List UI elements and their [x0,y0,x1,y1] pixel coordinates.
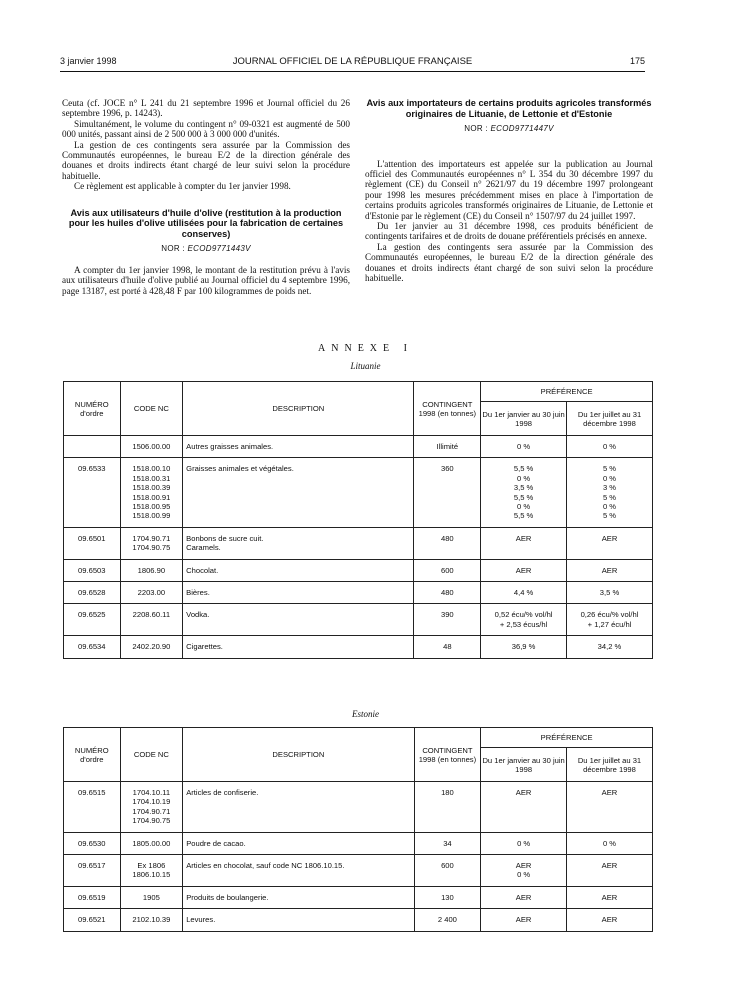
row-code-nc-line: 1704.10.19 [132,797,171,807]
row-description-line: Caramels. [186,543,221,553]
row-pref-1-line: 0 % [517,442,531,451]
row-description [183,582,414,604]
row-pref-1-line: AER [515,915,532,925]
row-contingent: 390 [414,604,481,636]
estonie-table [63,727,653,932]
table-row [64,636,653,658]
row-pref-2 [567,636,653,658]
row-pref-2-line: 5 % [602,464,617,474]
table-row [64,436,653,458]
row-pref-1 [481,886,567,908]
row-code-nc-line: 1806.10.15 [132,870,171,880]
row-pref-1 [481,909,567,931]
row-pref-2 [567,604,653,636]
row-description [183,604,414,636]
table-row [64,782,653,833]
row-pref-1 [481,527,567,559]
table-row [64,458,653,527]
importers-notice-title: Avis aux importateurs de certains produits agricoles transformés originaires de Lituanie, de Lettonie et d'Estonie [366,98,652,119]
row-pref-2 [567,436,653,458]
right-column [365,98,653,283]
row-code-nc-line: 1506.00.00 [132,442,171,451]
row-contingent: 130 [414,886,481,908]
row-pref-2 [566,886,652,908]
row-code-nc [120,855,183,887]
row-pref-1-line: 0 % [517,838,531,848]
row-pref-1-line: AER [515,861,532,871]
header-rule [60,71,645,72]
row-code-nc [120,909,183,931]
row-pref-1-line: AER [515,565,532,575]
row-contingent: 600 [414,855,481,887]
row-pref-2-line: 3,5 % [599,588,620,598]
row-numero: 09.6521 [64,909,121,931]
table-row [64,909,653,931]
row-code-nc [120,527,183,559]
row-pref-1 [481,855,567,887]
row-pref-1 [481,832,567,854]
row-pref-1-line: 0 % [517,870,531,880]
row-pref-2-line: AER [601,915,618,925]
row-description [183,782,414,833]
header-page-number: 175 [629,56,645,66]
row-description [183,909,414,931]
row-pref-2 [566,909,652,931]
row-pref-1 [481,636,567,658]
row-pref-2-line: 0 % [602,502,617,512]
row-pref-2-line: + 1,27 écu/hl [587,619,632,629]
row-numero: 09.6534 [64,636,121,658]
row-description-line: Poudre de cacao. [186,838,246,848]
row-numero: 09.6515 [64,782,121,833]
right-para-1: L'attention des importateurs est appelée sur la publication au Journal officiel des Communautés européennes n° L 354 du 30 décembre 1997 du règlement (CE) du Conseil n° 2621/97 du 19 décembre 1997 prolongeant pour 1998 les mesures précédemment mises en place à l'importation de certains produits agricoles transformés originaires de Lituanie, de Lettonie et d'Estonie par le règlement (CE) du Conseil n° 1507/97 du 24 juillet 1997. [365,158,653,221]
row-description-line: Levures. [186,915,216,925]
col-pref-1: Du 1er janvier au 30 juin 1998 [481,402,567,436]
row-code-nc-line: 2208.60.11 [132,610,171,620]
row-code-nc [120,636,183,658]
row-pref-1-line: 4,4 % [513,588,534,598]
col-contingent: CONTINGENT 1998 (en tonnes) [414,728,481,782]
row-contingent: Illimité [414,436,481,458]
row-description [183,559,414,581]
header-date: 3 janvier 1998 [60,56,117,66]
row-pref-2-line: AER [601,533,618,543]
row-pref-2-line: AER [601,788,618,797]
row-pref-1-line: 0,52 écu/% vol/hl [494,610,553,620]
row-pref-2-line: 0,26 écu/% vol/hl [580,610,639,620]
row-contingent: 34 [414,832,481,854]
row-pref-2-line: 0 % [602,473,617,483]
row-numero: 09.6501 [64,527,121,559]
col-numero: NUMÉRO d'ordre [64,382,121,436]
row-description [183,527,414,559]
row-pref-1-line: 36,9 % [511,642,536,652]
row-pref-2-line: 5 % [602,492,617,502]
row-pref-1-line: 5,5 % [513,511,534,521]
row-code-nc [120,604,183,636]
row-pref-1 [481,582,567,604]
annexe-title: ANNEXE I [318,343,413,354]
row-numero [64,436,121,458]
header-title: JOURNAL OFFICIEL DE LA RÉPUBLIQUE FRANÇAISE [232,56,473,67]
row-pref-1-line: 5,5 % [513,464,534,474]
row-code-nc [120,436,183,458]
row-description-line: Graisses animales et végétales. [186,464,294,474]
row-code-nc-line: 1518.00.10 [132,464,171,474]
left-para-4: Ce règlement est applicable à compter du 1er janvier 1998. [74,181,291,192]
table-row [64,582,653,604]
row-numero: 09.6503 [64,559,121,581]
row-description-line: Cigarettes. [186,642,223,652]
row-description-line: Vodka. [186,610,210,620]
nor-label: NOR : [464,124,488,134]
col-preference: PRÉFÉRENCE [481,728,653,748]
left-para-1: Ceuta (cf. JOCE n° L 241 du 21 septembre 1996 et Journal officiel du 26 septembre 1996, p. 14243). [62,98,350,119]
row-pref-1-line: AER [515,788,532,797]
row-numero: 09.6517 [64,855,121,887]
row-contingent: 48 [414,636,481,658]
row-pref-1-line: AER [515,892,532,902]
row-pref-2-line: 3 % [602,483,617,493]
row-contingent: 2 400 [414,909,481,931]
row-code-nc [120,559,183,581]
left-para-3: La gestion de ces contingents sera assurée par la Commission des Communautés européennes, le bureau E/2 de la direction générale des douanes et droits indirects étant chargé de leur suivi selon la procédure habituelle. [62,139,350,181]
row-code-nc-line: Ex 1806 [137,861,166,871]
row-code-nc-line: 1704.90.71 [132,533,171,543]
table-row [64,886,653,908]
col-numero: NUMÉRO d'ordre [64,728,121,782]
olive-oil-notice-body: A compter du 1er janvier 1998, le montant de la restitution prévu à l'avis aux utilisateurs d'huile d'olive publié au Journal officiel du 4 septembre 1996, page 13187, est porté à 428,48 F par 100 kilogrammes de poids net. [62,264,350,296]
row-pref-1 [481,436,567,458]
row-contingent: 480 [414,527,481,559]
lituanie-label: Lituanie [350,361,381,371]
row-description [183,855,414,887]
row-code-nc-line: 1518.00.95 [132,502,171,512]
row-pref-1 [481,458,567,527]
row-pref-1 [481,782,567,833]
nor-code: ECOD9771447V [490,124,554,134]
row-code-nc-line: 2402.20.90 [132,642,171,652]
row-pref-1-line: 5,5 % [513,492,534,502]
row-code-nc-line: 1704.10.11 [132,788,171,797]
row-contingent: 480 [414,582,481,604]
row-pref-2 [567,527,653,559]
row-pref-2-line: 0 % [602,442,617,451]
col-pref-2: Du 1er juillet au 31 décembre 1998 [566,748,652,782]
row-numero: 09.6533 [64,458,121,527]
row-numero: 09.6525 [64,604,121,636]
row-code-nc-line: 1518.00.31 [132,473,171,483]
left-para-2: Simultanément, le volume du contingent n° 09-0321 est augmenté de 500 000 unités, passant ainsi de 2 500 000 à 3 000 000 d'unités. [62,118,350,140]
row-code-nc-line: 1518.00.91 [132,492,171,502]
row-code-nc-line: 2203.00 [137,588,166,598]
row-pref-2 [567,559,653,581]
row-pref-1-line: 3,5 % [513,483,534,493]
nor-label: NOR : [161,244,185,254]
row-contingent: 180 [414,782,481,833]
row-description-line: Autres graisses animales. [186,442,274,451]
table-row [64,604,653,636]
olive-oil-notice-title: Avis aux utilisateurs d'huile d'olive (restitution à la production pour les huiles d'olive utilisées pour la fabrication de certaines conserves) [68,207,344,239]
row-description [183,886,414,908]
row-code-nc-line: 1704.90.75 [132,543,171,553]
row-description-line: Produits de boulangerie. [186,892,269,902]
row-pref-2 [567,458,653,527]
row-code-nc [120,582,183,604]
row-contingent: 600 [414,559,481,581]
row-pref-2-line: 0 % [602,838,617,848]
row-description-line: Bonbons de sucre cuit. [186,533,264,543]
table-row [64,559,653,581]
row-pref-1-line: 0 % [517,473,531,483]
row-code-nc-line: 1704.90.71 [132,806,171,816]
col-contingent: CONTINGENT 1998 (en tonnes) [414,382,481,436]
row-code-nc-line: 1905 [142,892,160,902]
row-code-nc-line: 1704.90.75 [132,816,171,826]
row-description [183,436,414,458]
row-contingent: 360 [414,458,481,527]
importers-nor [365,124,653,134]
row-code-nc-line: 1805.00.00 [132,838,171,848]
row-description-line: Chocolat. [186,565,219,575]
row-code-nc-line: 1518.00.39 [132,483,171,493]
row-pref-1-line: + 2,53 écus/hl [499,619,548,629]
col-pref-2: Du 1er juillet au 31 décembre 1998 [567,402,653,436]
col-description: DESCRIPTION [183,382,414,436]
row-pref-1 [481,604,567,636]
row-pref-1-line: 0 % [517,502,531,512]
row-code-nc-line: 1518.00.99 [132,511,171,521]
row-pref-2-line: AER [601,565,618,575]
col-description: DESCRIPTION [183,728,414,782]
right-para-3: La gestion des contingents sera assurée par la Commission des Communautés européennes, le bureau E/2 de la direction générale des douanes et droits indirects étant chargé de son suivi selon la procédure habituelle. [365,241,653,284]
col-code-nc: CODE NC [120,382,183,436]
estonie-label: Estonie [352,709,379,719]
col-preference: PRÉFÉRENCE [481,382,653,402]
row-pref-1 [481,559,567,581]
row-code-nc-line: 2102.10.39 [132,915,171,925]
lituanie-table [63,381,653,659]
row-code-nc-line: 1806.90 [137,565,166,575]
nor-code: ECOD9771443V [187,244,251,254]
row-numero: 09.6528 [64,582,121,604]
row-code-nc [120,458,183,527]
row-code-nc [120,886,183,908]
olive-oil-nor [62,244,350,254]
row-description [183,636,414,658]
row-pref-2 [567,582,653,604]
row-description [183,832,414,854]
row-description-line: Articles en chocolat, sauf code NC 1806.10.15. [186,861,345,871]
table-row [64,832,653,854]
row-pref-1-line: AER [515,533,532,543]
left-column [62,98,350,296]
page-header [60,56,645,70]
table-row [64,527,653,559]
row-pref-2 [566,782,652,833]
table-row [64,855,653,887]
col-pref-1: Du 1er janvier au 30 juin 1998 [481,748,567,782]
row-pref-2-line: AER [601,861,618,871]
row-description-line: Bières. [186,588,210,598]
row-pref-2-line: AER [601,892,618,902]
row-pref-2-line: 34,2 % [597,642,622,652]
row-pref-2 [566,855,652,887]
row-pref-2-line: 5 % [602,511,617,521]
row-code-nc [120,832,183,854]
row-numero: 09.6530 [64,832,121,854]
row-pref-2 [566,832,652,854]
right-para-2: Du 1er janvier au 31 décembre 1998, ces produits bénéficient de contingents tarifaires et de droits de douane préférentiels précisés en annexe. [365,221,653,242]
row-description-line: Articles de confiserie. [186,788,259,797]
row-description [183,458,414,527]
col-code-nc: CODE NC [120,728,183,782]
row-code-nc [120,782,183,833]
row-numero: 09.6519 [64,886,121,908]
